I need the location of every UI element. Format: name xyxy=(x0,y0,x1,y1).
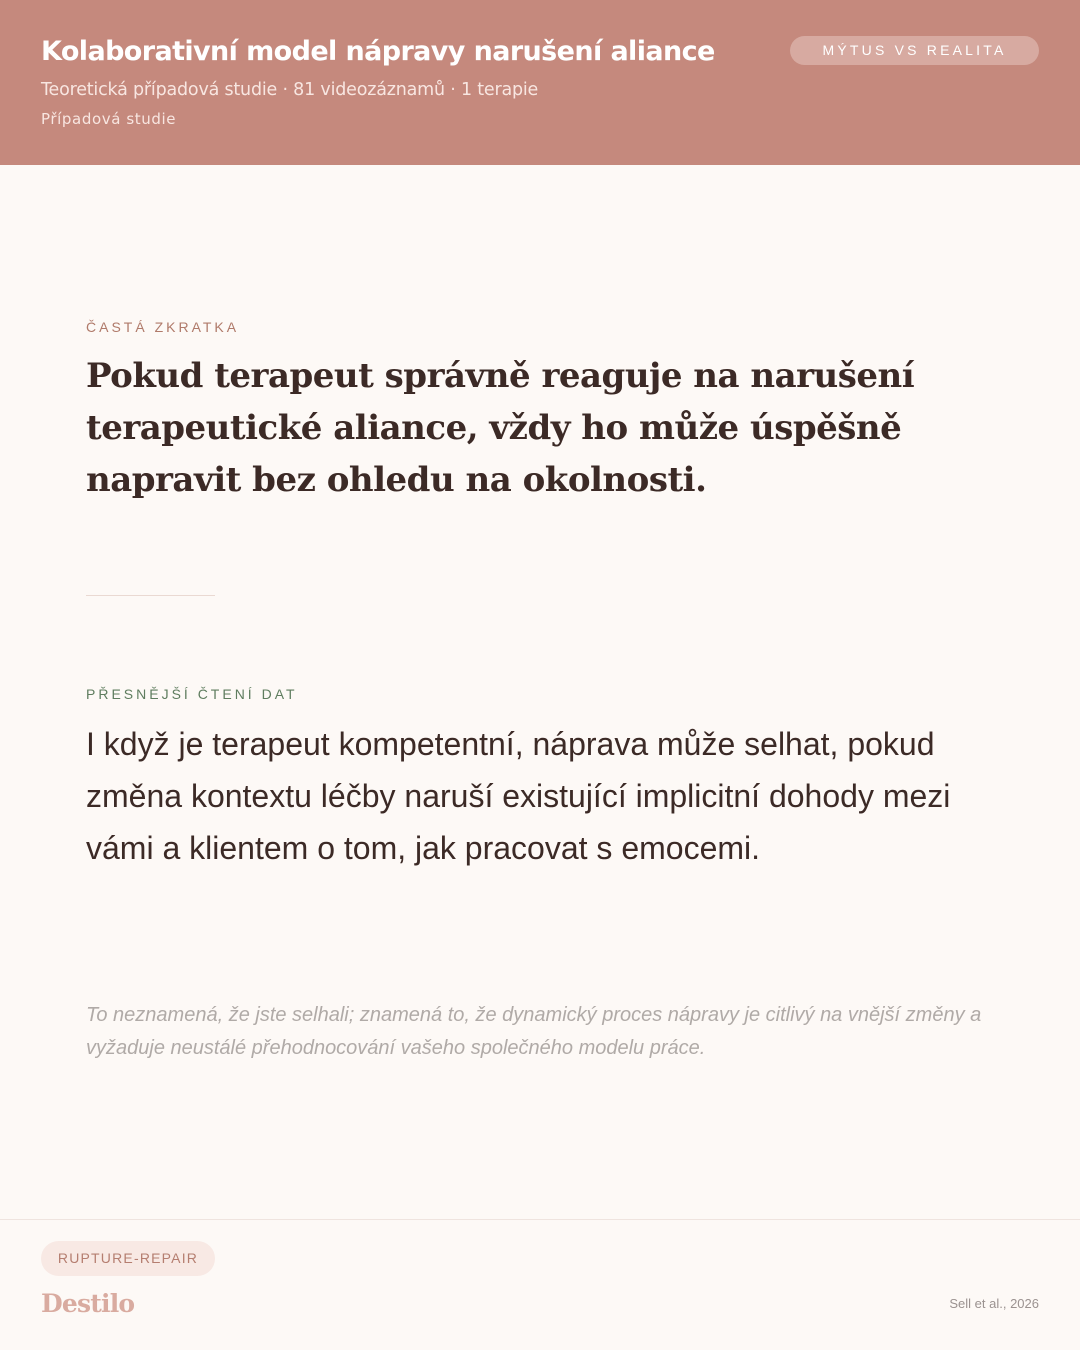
page-title: Kolaborativní model nápravy narušení aliance xyxy=(41,36,715,67)
study-kind: Případová studie xyxy=(41,110,177,128)
format-badge: MÝTUS VS REALITA xyxy=(790,36,1039,65)
study-meta: Teoretická případová studie · 81 videozáznamů · 1 terapie xyxy=(41,80,539,100)
reality-note: To neznamená, že jste selhali; znamená to, že dynamický proces nápravy je citlivý na vnější změny a vyžaduje neustálé přehodnocování vašeho společného modelu práce. xyxy=(86,1004,982,1059)
source-citation: Sell et al., 2026 xyxy=(949,1296,1039,1311)
myth-label: ČASTÁ ZKRATKA xyxy=(86,319,240,335)
header-banner xyxy=(0,0,1080,165)
reality-label: PŘESNĚJŠÍ ČTENÍ DAT xyxy=(86,686,298,702)
footer-divider xyxy=(0,1219,1080,1220)
brand-logo: Destilo xyxy=(41,1289,135,1318)
reality-statement: I když je terapeut kompetentní, náprava může selhat, pokud změna kontextu léčby naruší existující implicitní dohody mezi vámi a klientem o tom, jak pracovat s emocemi. xyxy=(86,726,951,866)
section-divider xyxy=(86,595,215,596)
myth-statement: Pokud terapeut správně reaguje na narušení terapeutické aliance, vždy ho může úspěšně napravit bez ohledu na okolnosti. xyxy=(86,356,915,500)
topic-tag: RUPTURE-REPAIR xyxy=(41,1241,215,1276)
